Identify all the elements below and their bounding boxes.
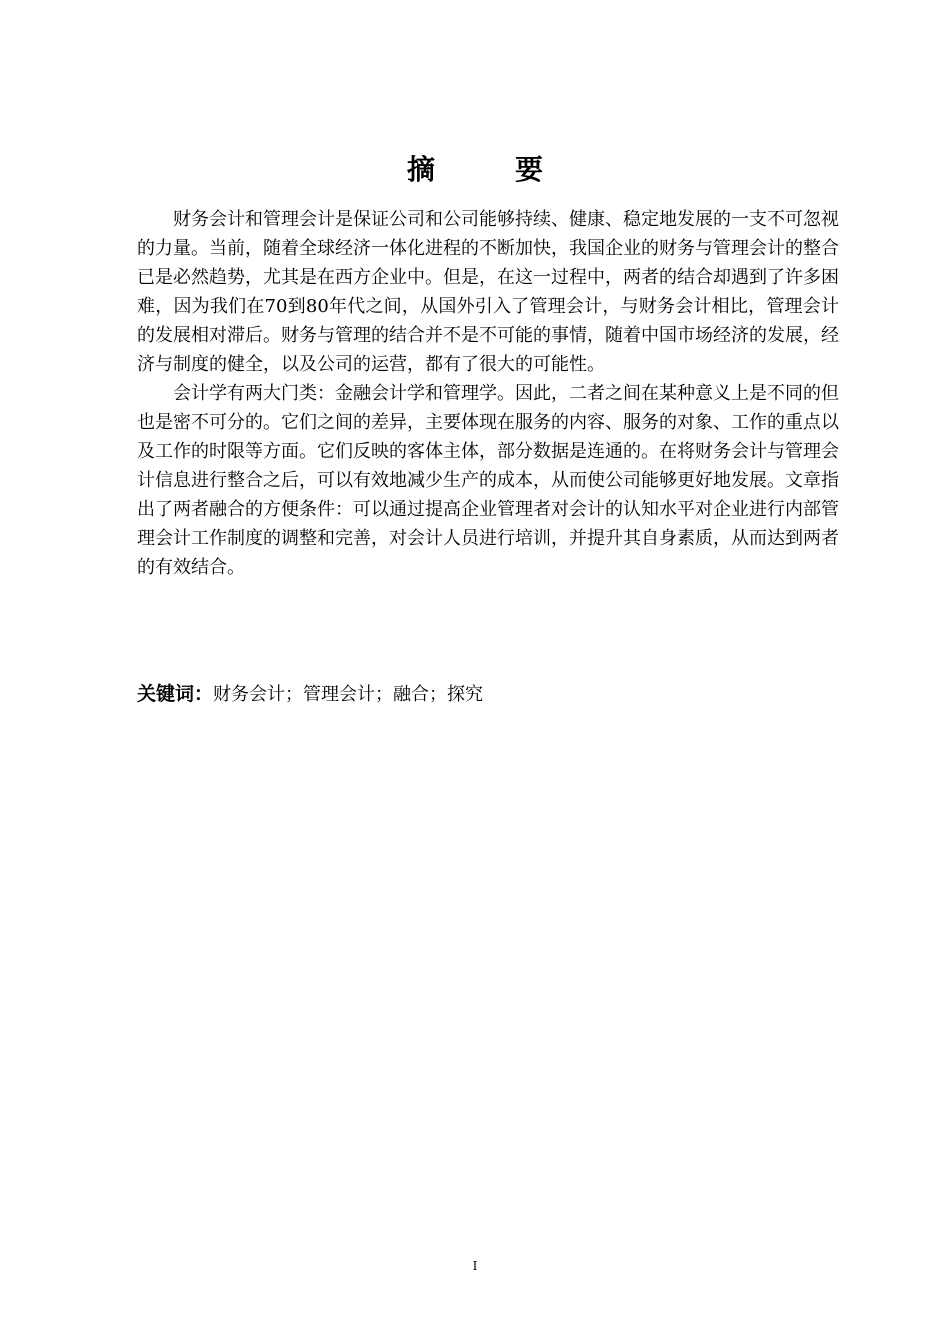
abstract-paragraph-2: 会计学有两大门类：金融会计学和管理学。因此，二者之间在某种意义上是不同的但也是密不可分的。它们之间的差异，主要体现在服务的内容、服务的对象、工作的重点以及工作的时限等方面。它们反映的客体主体，部分数据是连通的。在将财务会计与管理会计信息进行整合之后，可以有效地减少生产的成本，从而使公司能够更好地发展。文章指出了两者融合的方便条件：可以通过提高企业管理者对会计的认知水平对企业进行内部管理会计工作制度的调整和完善，对会计人员进行培训，并提升其自身素质，从而达到两者的有效结合。 (137, 383, 839, 578)
page-number: I (472, 1259, 478, 1273)
abstract-title: 摘 要 (406, 153, 569, 186)
keywords-label: 关键词： (137, 683, 214, 705)
abstract-paragraph-1: 财务会计和管理会计是保证公司和公司能够持续、健康、稳定地发展的一支不可忽视的力量。当前，随着全球经济一体化进程的不断加快，我国企业的财务与管理会计的整合已是必然趋势，尤其是在西方企业中。但是，在这一过程中，两者的结合却遇到了许多困难，因为我们在70到80年代之间，从国外引入了管理会计，与财务会计相比，管理会计的发展相对滞后。财务与管理的结合并不是不可能的事情，随着中国市场经济的发展，经济与制度的健全，以及公司的运营，都有了很大的可能性。 (137, 209, 839, 375)
keywords-value: 财务会计；管理会计；融合；探究 (213, 684, 484, 705)
keywords-line (137, 678, 839, 711)
abstract-body (137, 205, 839, 582)
